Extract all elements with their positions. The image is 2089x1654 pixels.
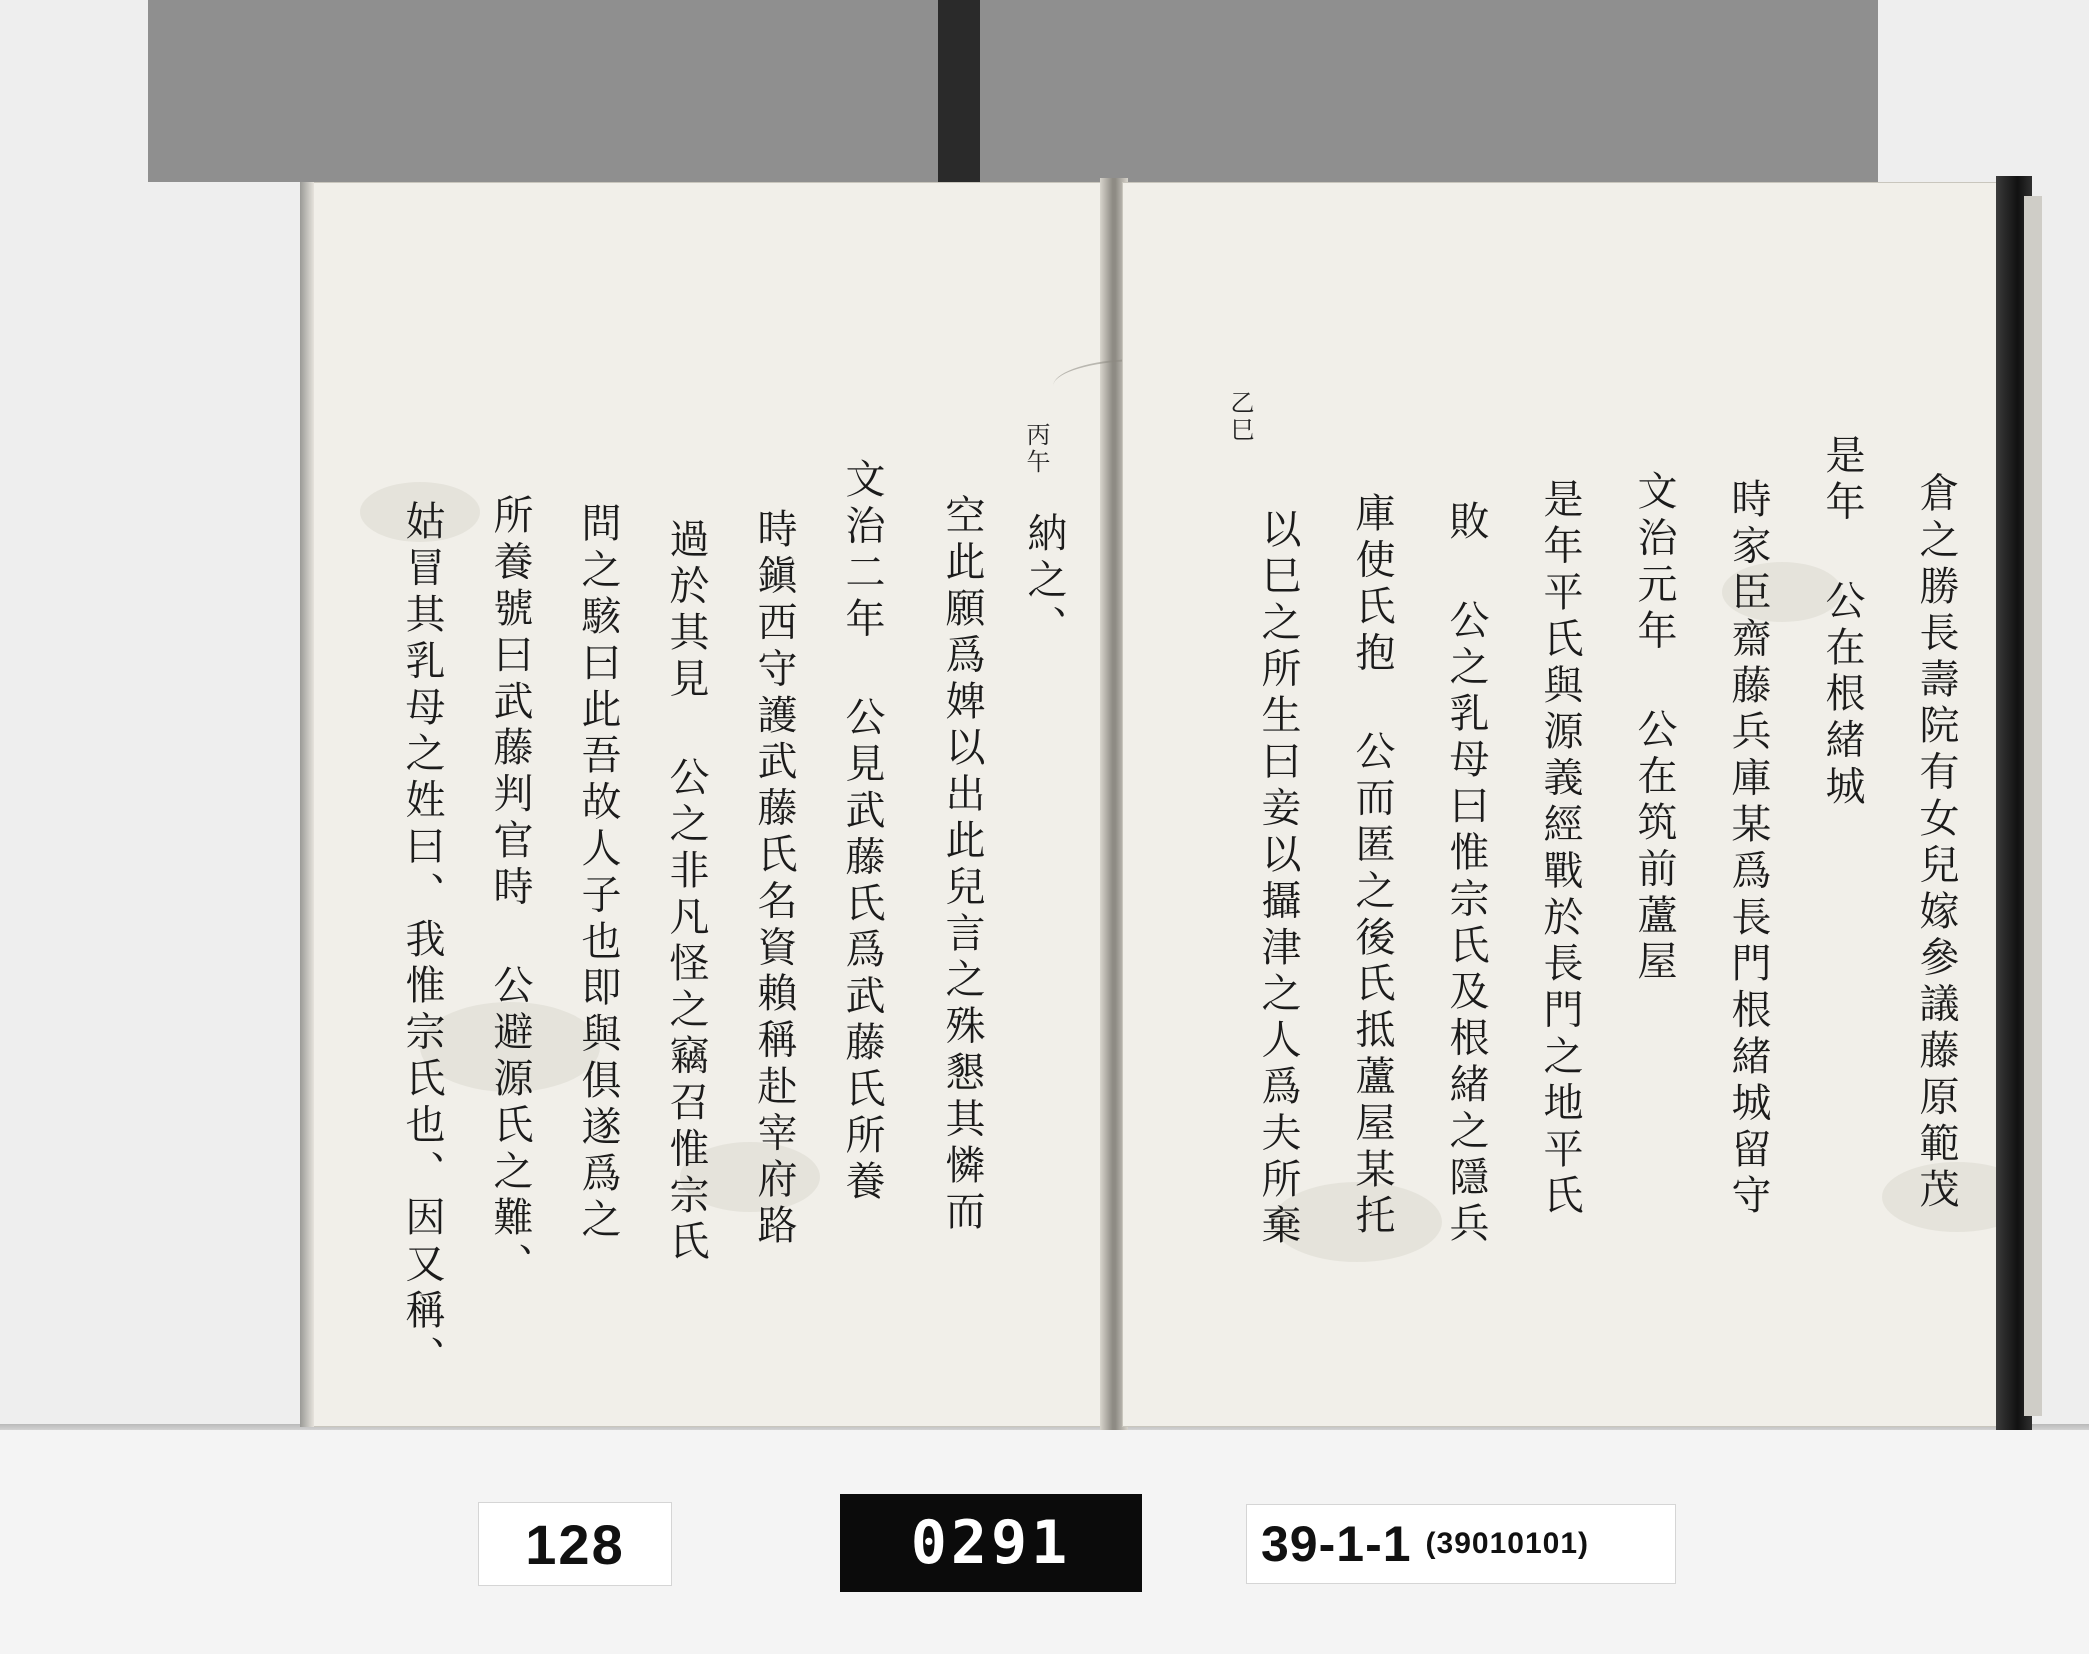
- right-page-textblock: [1122, 182, 2008, 1427]
- left-note-hinoe-uma: 丙午: [1022, 422, 1050, 476]
- right-column-6: 敗 公之乳母曰惟宗氏及根緒之隱兵: [1443, 500, 1489, 1249]
- left-page-textblock: [300, 182, 1110, 1427]
- left-column-7: 所養號曰武藤判官時 公避源氏之難、: [487, 494, 533, 1289]
- left-column-4: 時鎭西守護武藤氏名資賴稱赴宰府路: [751, 508, 797, 1251]
- frame-number-label: 0291: [840, 1494, 1142, 1592]
- right-page: [1122, 182, 2008, 1427]
- shelf-mark-label: [1246, 1504, 1676, 1584]
- left-column-8: 姑冒其乳母之姓曰、我惟宗氏也、因又稱、: [399, 500, 445, 1382]
- open-book: [148, 0, 1959, 1432]
- left-page-edge: [300, 182, 314, 1427]
- right-column-8: 以巳之所生曰妾以攝津之人爲夫所棄: [1255, 508, 1301, 1251]
- page-number-label: 128: [478, 1502, 672, 1586]
- right-column-3: 時家臣齋藤兵庫某爲長門根緒城留守: [1725, 478, 1771, 1221]
- right-note-otsu-mi: 乙巳: [1226, 390, 1254, 444]
- left-column-5: 過於其見 公之非凡怪之竊召惟宗氏: [663, 518, 709, 1267]
- right-column-7: 庫使氏抱 公而匿之後氏抵蘆屋某托: [1349, 492, 1395, 1241]
- back-cover-edge: [2024, 196, 2042, 1416]
- left-column-3: 文治二年 公見武藤氏爲武藤氏所養: [839, 458, 885, 1207]
- right-column-5: 是年平氏與源義經戰於長門之地平氏: [1537, 478, 1583, 1221]
- right-column-2: 是年 公在根緒城: [1819, 434, 1865, 812]
- right-column-4: 文治元年 公在筑前蘆屋: [1631, 470, 1677, 987]
- left-page: [300, 182, 1110, 1427]
- shelf-mark-id: (39010101): [1425, 1527, 1589, 1560]
- left-column-1: 納之、: [1021, 512, 1067, 652]
- left-column-6: 問之駭曰此吾故人子也即與俱遂爲之: [575, 502, 621, 1245]
- right-column-1: 倉之勝長壽院有女兒嫁參議藤原範茂: [1913, 472, 1959, 1215]
- left-column-2: 空此願爲婢以出此兒言之殊懇其憐而: [939, 494, 985, 1237]
- shelf-mark-code: 39-1-1: [1261, 1516, 1412, 1572]
